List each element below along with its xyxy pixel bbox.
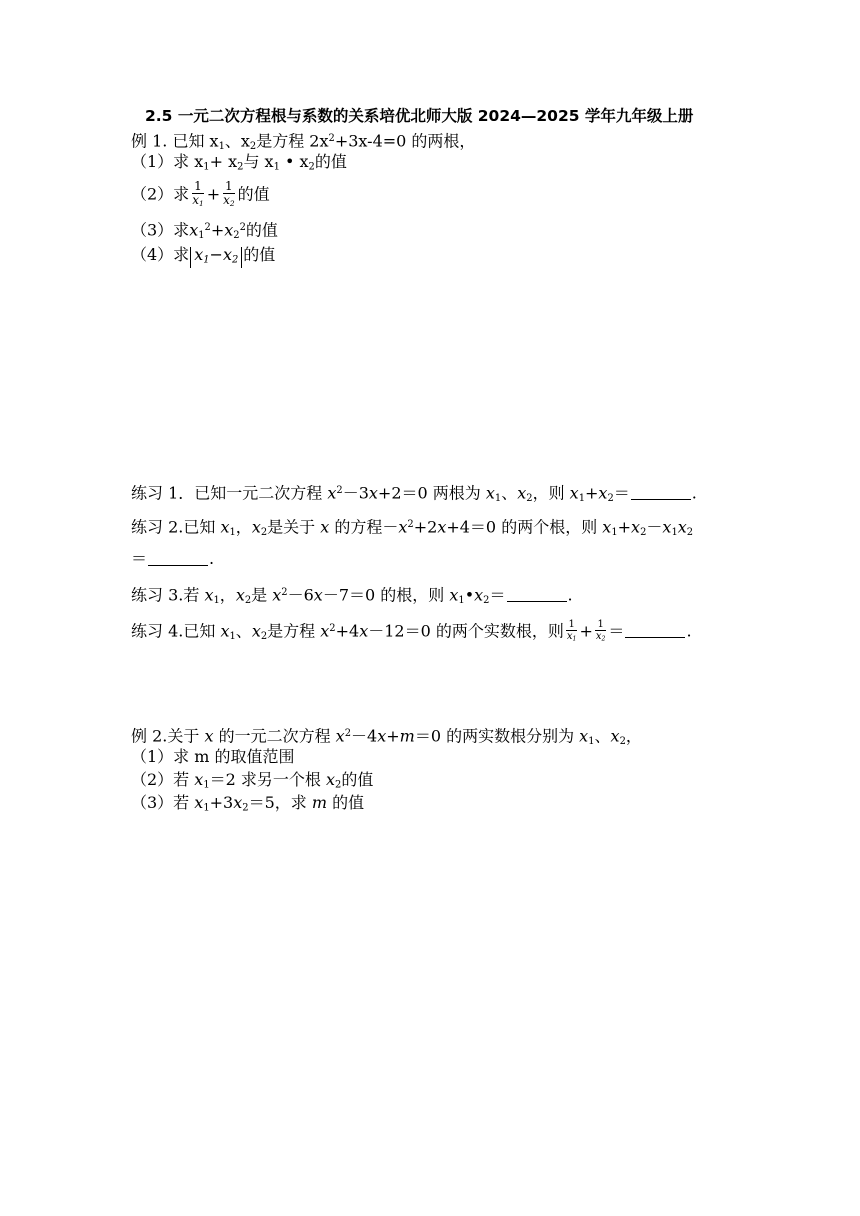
- page-title: 2.5 一元二次方程根与系数的关系培优北师大版 2024—2025 学年九年级上册: [145, 107, 694, 125]
- example1-intro: 例 1. 已知 $x_1$、$x_2$是方程 $2x^2+3x-4=0$ 的两根，: [131, 131, 476, 152]
- example1-question-2: （2）求 $\frac{1}{x_1}$ + $\frac{1}{x_2}$ 的值: [131, 179, 270, 208]
- practice-2: 练习 2.已知 $x_1$，$x_2$是关于 x 的方程$-x^2+2x+4=0$ 的两个根，则 $x_1+x_2-x_1x_2$: [131, 517, 694, 538]
- example1-question-3: （3）求$x_1^2+x_2^2$的值: [131, 220, 278, 241]
- fraction-1-over-x1: $\frac{1}{x_1}$: [192, 179, 204, 208]
- example1-question-4: （4）求 $x_1-x_2$ 的值: [131, 245, 275, 268]
- example2-question-2: （2）若 $x_1=2$ 求另一个根 $x_2$的值: [131, 770, 374, 791]
- example2-question-3: （3）若 $x_1+3x_2=5$，求 m 的值: [131, 793, 365, 814]
- answer-blank[interactable]: [631, 485, 691, 500]
- fraction-1-over-x2: $\frac{1}{x_2}$: [595, 619, 606, 643]
- practice-1: 练习 1．已知一元二次方程 $x^2-3x+2=0$ 两根为 $x_1$、$x_2$，则 $x_1+x_2=$ .: [131, 483, 697, 504]
- example2-question-1: （1）求 m 的取值范围: [131, 747, 295, 766]
- answer-blank[interactable]: [507, 587, 567, 602]
- fraction-1-over-x1: $\frac{1}{x_1}$: [566, 619, 577, 643]
- example2-intro: 例 2.关于 x 的一元二次方程 $x^2-4x+m=0$ 的两实数根分别为 $x_1$、$x_2$，: [131, 726, 642, 747]
- answer-blank[interactable]: [625, 623, 685, 638]
- absolute-value: $x_1-x_2$: [190, 247, 242, 268]
- practice-4: 练习 4.已知 $x_1$、$x_2$是方程 $x^2+4x-12=0$ 的两个实数根，则 $\frac{1}{x_1}$ + $\frac{1}{x_2}$ ＝ .: [131, 619, 692, 643]
- practice-2-answer-line: ＝ .: [131, 549, 215, 568]
- example1-question-1: （1）求 $x_1+ x_2$与 $x_1$ • $x_2$的值: [131, 152, 347, 173]
- answer-blank[interactable]: [148, 551, 208, 566]
- fraction-1-over-x2: $\frac{1}{x_2}$: [223, 179, 235, 208]
- practice-3: 练习 3.若 $x_1$，$x_2$是 $x^2-6x-7=0$ 的根，则 $x_1•x_2=$ .: [131, 585, 573, 606]
